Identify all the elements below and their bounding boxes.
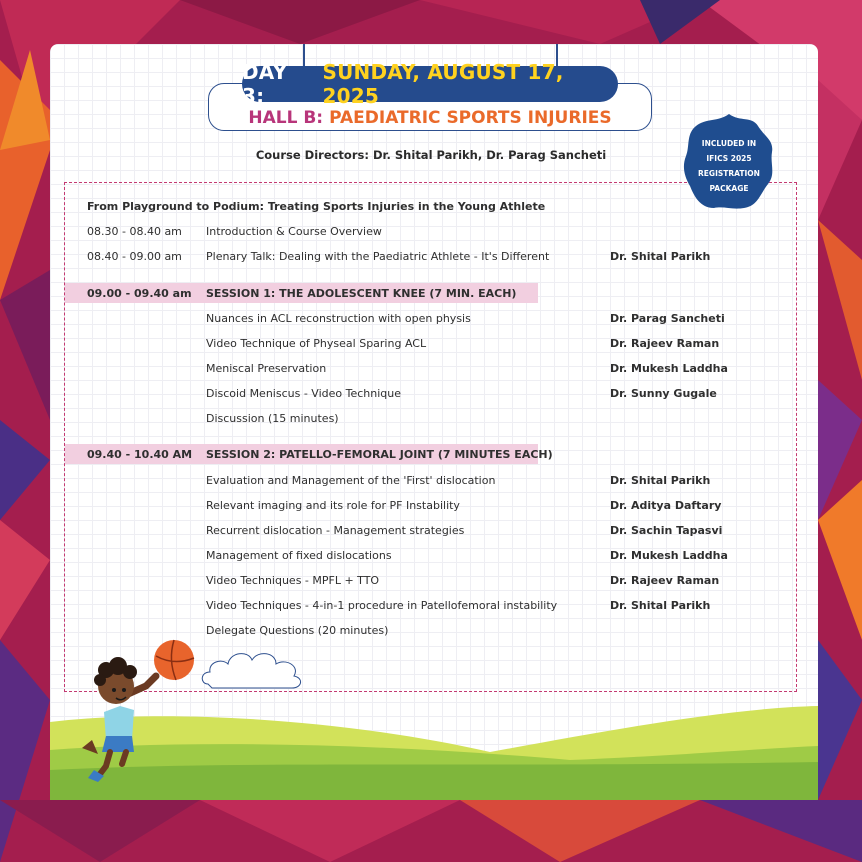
talk-topic: Meniscal Preservation <box>206 362 327 375</box>
course-directors: Course Directors: Dr. Shital Parikh, Dr. Parag Sancheti <box>255 148 607 162</box>
talk-speaker: Dr. Shital Parikh <box>610 474 711 487</box>
talk-topic: Nuances in ACL reconstruction with open physis <box>206 312 471 325</box>
kid-basketball-illustration <box>76 636 206 786</box>
talk-topic: Video Technique of Physeal Sparing ACL <box>206 337 427 350</box>
talk-speaker: Dr. Mukesh Laddha <box>610 549 728 562</box>
session-time: 09.40 - 10.40 AM <box>87 448 193 461</box>
intro-speaker: Dr. Shital Parikh <box>610 250 711 263</box>
day-banner <box>242 60 618 108</box>
session-title: SESSION 2: PATELLO-FEMORAL JOINT (7 MINUTES EACH) <box>206 448 553 461</box>
day-label: DAY 3: <box>242 60 288 108</box>
talk-topic: Video Techniques - MPFL + TTO <box>206 574 380 587</box>
intro-time: 08.30 - 08.40 am <box>87 225 182 238</box>
talk-topic: Management of fixed dislocations <box>206 549 392 562</box>
talk-speaker: Dr. Aditya Daftary <box>610 499 722 512</box>
badge-line: REGISTRATION <box>698 169 760 178</box>
session-time: 09.00 - 09.40 am <box>87 287 192 300</box>
talk-speaker: Dr. Sunny Gugale <box>610 387 717 400</box>
session-title: SESSION 1: THE ADOLESCENT KNEE (7 MIN. EACH) <box>206 287 517 300</box>
badge-text <box>682 136 776 196</box>
talk-topic: Delegate Questions (20 minutes) <box>206 624 389 637</box>
intro-topic: Introduction & Course Overview <box>206 225 382 238</box>
talk-topic: Relevant imaging and its role for PF Instability <box>206 499 460 512</box>
cloud-illustration <box>200 644 306 692</box>
talk-speaker: Dr. Rajeev Raman <box>610 574 720 587</box>
badge-line: INCLUDED IN <box>701 139 757 148</box>
talk-speaker: Dr. Sachin Tapasvi <box>610 524 723 537</box>
badge-line: PACKAGE <box>709 184 749 193</box>
talk-speaker: Dr. Shital Parikh <box>610 599 711 612</box>
talk-topic: Discussion (15 minutes) <box>206 412 339 425</box>
hall-label: HALL B: <box>248 108 324 128</box>
badge-line: IFICS 2025 <box>706 154 752 163</box>
hall-title: PAEDIATRIC SPORTS INJURIES <box>329 108 612 128</box>
intro-topic: Plenary Talk: Dealing with the Paediatric Athlete - It's Different <box>206 250 550 263</box>
course-title: From Playground to Podium: Treating Sports Injuries in the Young Athlete <box>87 200 546 213</box>
talk-topic: Discoid Meniscus - Video Technique <box>206 387 402 400</box>
talk-topic: Evaluation and Management of the 'First' dislocation <box>206 474 496 487</box>
talk-topic: Video Techniques - 4-in-1 procedure in Patellofemoral instability <box>206 599 558 612</box>
talk-speaker: Dr. Parag Sancheti <box>610 312 725 325</box>
talk-speaker: Dr. Mukesh Laddha <box>610 362 728 375</box>
talk-speaker: Dr. Rajeev Raman <box>610 337 720 350</box>
talk-topic: Recurrent dislocation - Management strategies <box>206 524 465 537</box>
intro-time: 08.40 - 09.00 am <box>87 250 182 263</box>
day-date: SUNDAY, AUGUST 17, 2025 <box>322 60 564 108</box>
